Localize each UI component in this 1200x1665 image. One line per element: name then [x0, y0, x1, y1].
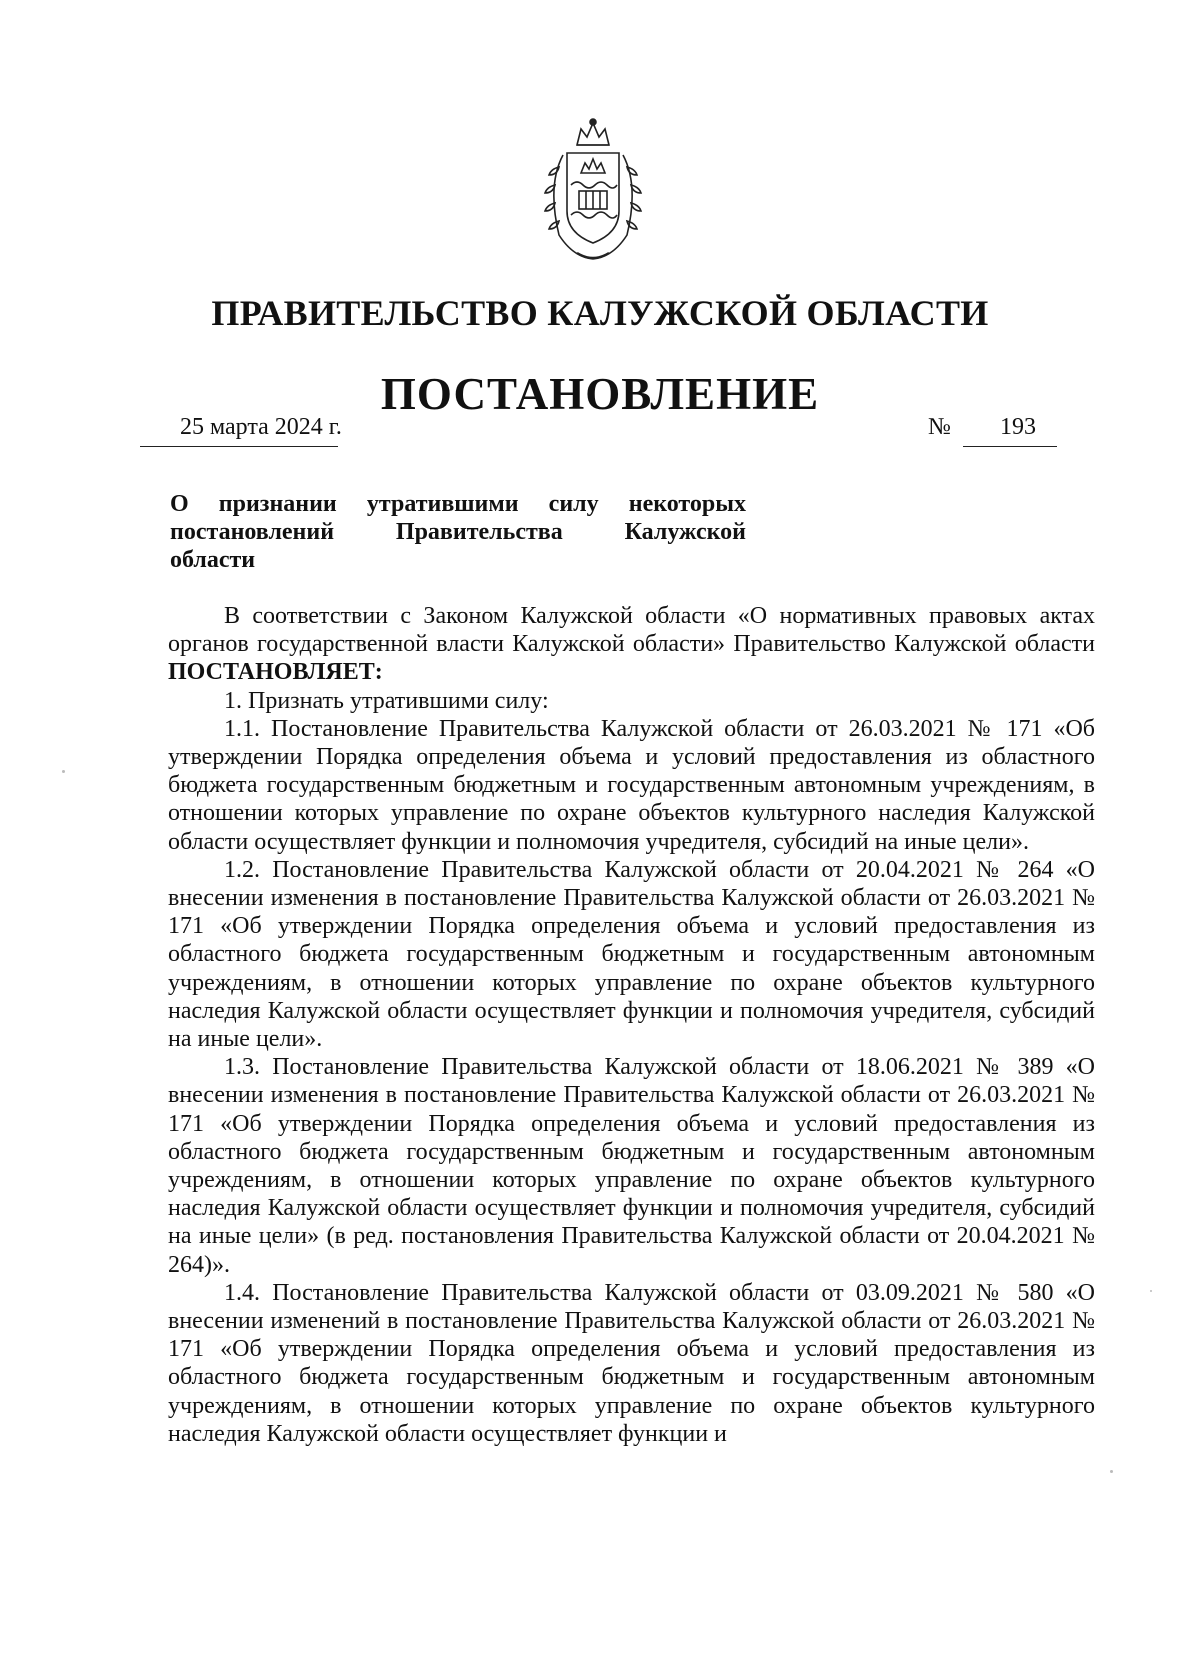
document-date: 25 марта 2024 г. [180, 414, 342, 440]
document-subject [170, 490, 746, 574]
resolves-keyword: ПОСТАНОВЛЯЕТ: [168, 659, 383, 686]
document-number [928, 414, 1036, 441]
preamble-text: В соответствии с Законом Калужской области «О нормативных правовых актах органов государственной власти Калужской области» Правительство Калужской области [168, 603, 1095, 658]
item-1-2: 1.2. Постановление Правительства Калужской области от 20.04.2021 № 264 «О внесении изменения в постановление Правительства Калужской области от 26.03.2021 № 171 «Об утверждении Порядка определения объема и условий предоставления из областного бюджета государственным бюджетным и государственным автономным учреждениям, в отношении которых управление по охране объектов культурного наследия Калужской области осуществляет функции и полномочия учредителя, субсидий на иные цели». [168, 856, 1095, 1053]
number-value: 193 [1000, 414, 1036, 440]
date-underline [140, 446, 338, 447]
item-1: 1. Признать утратившими силу: [224, 687, 549, 714]
document-type-title: ПОСТАНОВЛЕНИЕ [380, 369, 820, 419]
kaluga-coat-of-arms-icon [537, 115, 649, 265]
number-underline [963, 446, 1057, 447]
document-body [168, 602, 1095, 1448]
subject-line: области [170, 547, 256, 573]
preamble-paragraph [168, 602, 1095, 687]
number-label: № [928, 414, 951, 440]
subject-line: О признании утратившими силу некоторых [170, 491, 746, 517]
item-1-3: 1.3. Постановление Правительства Калужской области от 18.06.2021 № 389 «О внесении изменения в постановление Правительства Калужской области от 26.03.2021 № 171 «Об утверждении Порядка определения объема и условий предоставления из областного бюджета государственным бюджетным и государственным автономным учреждениям, в отношении которых управление по охране объектов культурного наследия Калужской области осуществляет функции и полномочия учредителя, субсидий на иные цели» (в ред. постановления Правительства Калужской области от 20.04.2021 № 264)». [168, 1054, 1095, 1278]
item-1-1: 1.1. Постановление Правительства Калужской области от 26.03.2021 № 171 «Об утверждении Порядка определения объема и условий предоставления из областного бюджета государственным бюджетным и государственным автономным учреждениям, в отношении которых управление по охране объектов культурного наследия Калужской области осуществляет функции и полномочия учредителя, субсидий на иные цели». [168, 715, 1095, 855]
government-title: ПРАВИТЕЛЬСТВО КАЛУЖСКОЙ ОБЛАСТИ [211, 293, 989, 333]
scan-speck [1150, 1290, 1152, 1292]
subject-line: постановлений Правительства Калужской [170, 519, 746, 545]
item-1-4: 1.4. Постановление Правительства Калужской области от 03.09.2021 № 580 «О внесении изменений в постановление Правительства Калужской области от 26.03.2021 № 171 «Об утверждении Порядка определения объема и условий предоставления из областного бюджета государственным бюджетным и государственным автономным учреждениям, в отношении которых управление по охране объектов культурного наследия Калужской области осуществляет функции и [168, 1279, 1095, 1447]
scan-speck [1110, 1470, 1113, 1473]
scan-speck [62, 770, 65, 773]
